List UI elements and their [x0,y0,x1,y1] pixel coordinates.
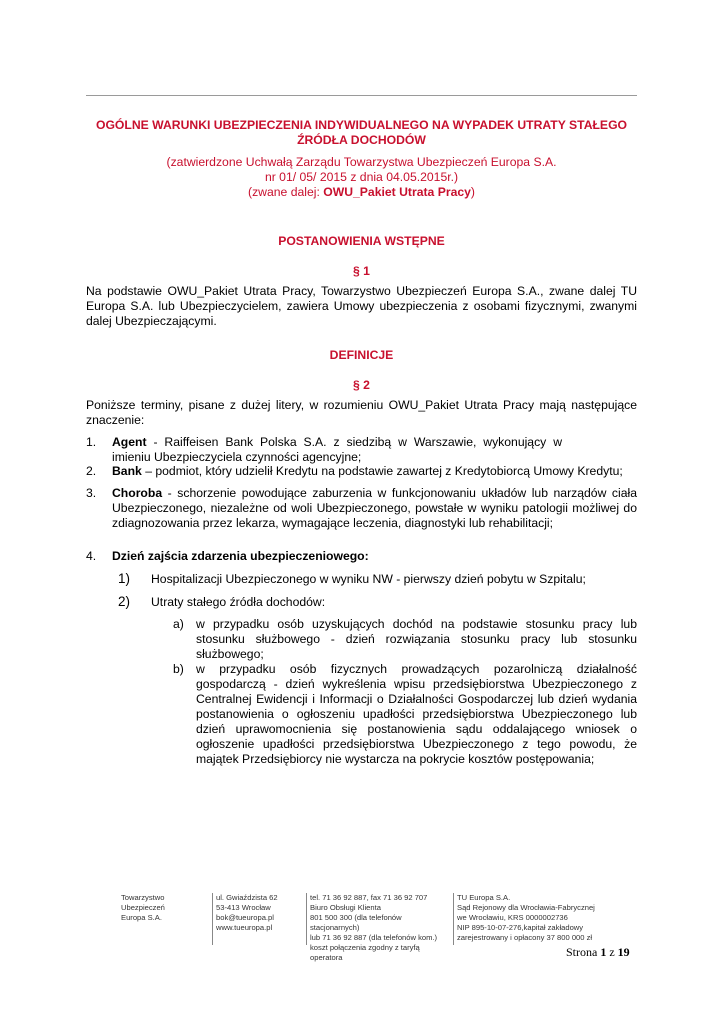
letter-item-marker: b) [173,662,184,676]
definitions-intro: Poniższe terminy, pisane z dużej litery, w rozumieniu OWU_Pakiet Utrata Pracy mają następujące znaczenie: [86,398,637,427]
definition-agent: Agent - Raiffeisen Bank Polska S.A. z siedzibą w Warszawie, wykonujący w imieniu Ubezpieczyciela czynności agencyjne; [112,435,562,464]
footer-divider [212,893,213,945]
definition-bank: Bank – podmiot, który udzielił Kredytu na podstawie zawartej z Kredytobiorcą Umowy Kredytu; [112,464,623,478]
subitem-number: 1) [118,571,131,586]
section1-text: Na podstawie OWU_Pakiet Utrata Pracy, Towarzystwo Ubezpieczeń Europa S.A., zwane dalej TU Europa S.A. lub Ubezpieczycielem, zawiera Umowy ubezpieczenia z osobami fizycznymi, zwanymi dalej Ubezpieczającymi. [86,284,637,328]
section-heading-definicje: DEFINICJE [329,348,394,362]
footer-registry: TU Europa S.A. Sąd Rejonowy dla Wrocławia-Fabrycznej we Wrocławiu, KRS 0000002736 NIP 895-10-07-276,kapitał zakładowy zarejestrowany i opłacony 37 800 000 zł [457,893,595,942]
definition-choroba: Choroba - schorzenie powodujące zaburzenia w funkcjonowaniu układów lub narządów ciała Ubezpieczonego, niezależne od woli Ubezpieczonego, powstałe w wyniku patologii możliwej do zdiagnozowania przez lekarza, wymagające leczenia, diagnostyki lub rehabilitacji; [112,486,637,530]
letter-item-marker: a) [173,617,184,631]
paragraph-mark-2: § 2 [353,378,370,392]
footer-divider [453,893,454,945]
subitem-number: 2) [118,594,131,609]
footer-company: Towarzystwo Ubezpieczeń Europa S.A. [121,893,165,922]
letter-item-stosunek-pracy: w przypadku osób uzyskujących dochód na podstawie stosunku pracy lub stosunku służbowego - dzień rozwiązania stosunku pracy lub stosunku służbowego; [196,617,637,661]
subitem-utrata-dochodow: Utraty stałego źródła dochodów: [151,595,326,609]
footer-address: ul. Gwiaździsta 62 53-413 Wrocław bok@tueuropa.pl www.tueuropa.pl [216,893,278,932]
section-heading-postanowienia: POSTANOWIENIA WSTĘPNE [278,234,445,248]
paragraph-mark-1: § 1 [353,264,370,278]
definition-dzien-zajscia: Dzień zajścia zdarzenia ubezpieczeniowego: [112,549,369,563]
owu-name: OWU_Pakiet Utrata Pracy [323,185,471,199]
definition-number: 2. [86,464,97,478]
definition-number: 3. [86,486,97,500]
footer-contact: tel. 71 36 92 887, fax 71 36 92 707 Biuro Obsługi Klienta 801 500 300 (dla telefonów stacjonarnych) lub 71 36 92 887 (dla telefonów kom.) koszt połączenia zgodny z taryfą operatora [310,893,438,962]
definition-number: 4. [86,549,97,563]
page-number: Strona 1 z 19 [566,945,630,959]
letter-item-dzialalnosc: w przypadku osób fizycznych prowadzących pozarolniczą działalność gospodarczą - dzień wykreślenia wpisu przedsiębiorstwa Ubezpieczonego z Centralnej Ewidencji i Informacji o Działalności Gospodarczej lub dzień wydania postanowienia o ogłoszeniu upadłości przedsiębiorstwa Ubezpieczonego lub dzień uprawomocnienia się postanowienia sądu oddalającego wniosek o ogłoszenie upadłości przedsiębiorstwa Ubezpieczonego z tego powodu, że majątek Przedsiębiorcy nie wystarcza na pokrycie kosztów postępowania; [196,662,637,766]
top-rule [86,95,637,96]
approval-note: (zatwierdzone Uchwałą Zarządu Towarzystwa Ubezpieczeń Europa S.A. nr 01/ 05/ 2015 z dnia 04.05.2015r.) (zwane dalej: OWU_Pakiet Utrata Pracy) [166,155,557,199]
subitem-hospitalizacja: Hospitalizacji Ubezpieczonego w wyniku NW - pierwszy dzień pobytu w Szpitalu; [151,572,586,586]
footer-divider [306,893,307,945]
definition-number: 1. [86,435,97,449]
document-title: OGÓLNE WARUNKI UBEZPIECZENIA INDYWIDUALNEGO NA WYPADEK UTRATY STAŁEGO ŹRÓDŁA DOCHODÓW [95,118,628,147]
